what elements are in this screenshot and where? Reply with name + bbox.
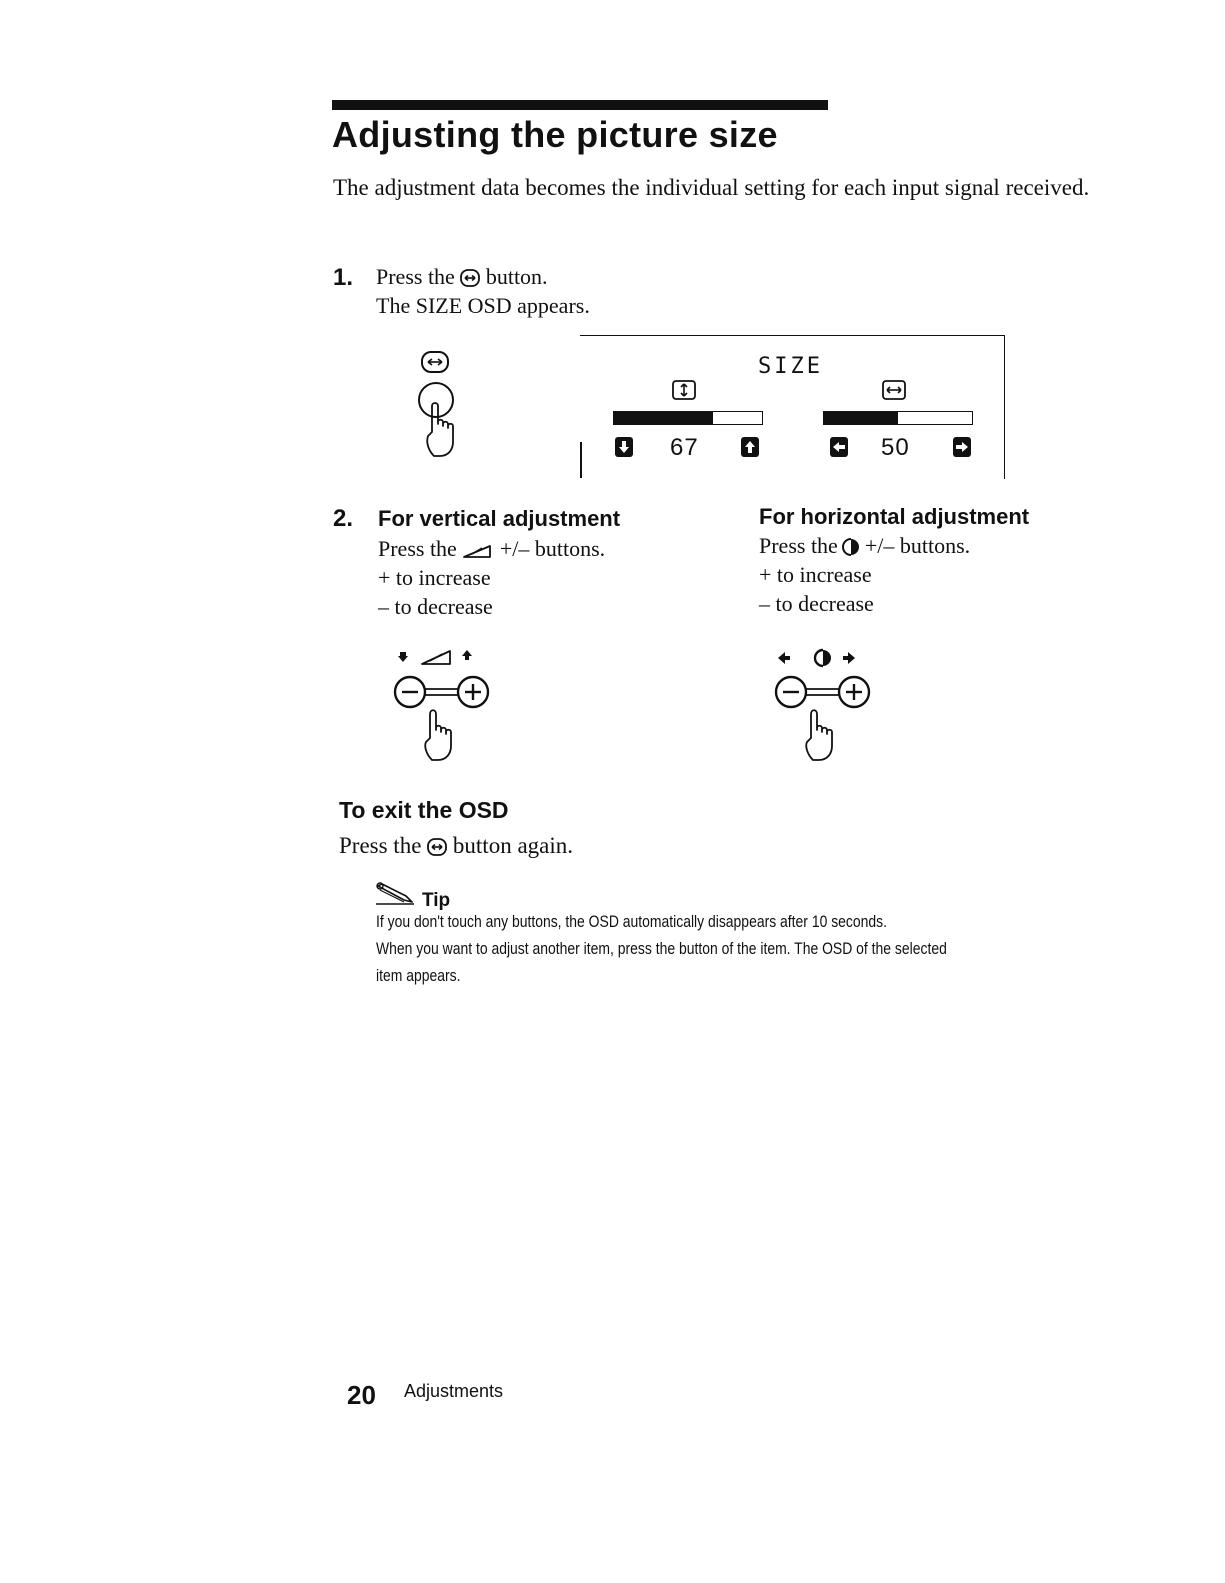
- horizontal-decrease-icon: [830, 437, 848, 457]
- vertical-instruction-before: Press the: [378, 536, 457, 561]
- plus-button-icon: [458, 677, 488, 707]
- vertical-instruction: [378, 534, 605, 563]
- horizontal-size-icon: [882, 380, 906, 400]
- osd-panel-edge: [580, 442, 582, 478]
- horizontal-size-icon: [843, 538, 859, 556]
- exit-osd-instruction: [339, 831, 573, 860]
- size-button-icon: [427, 838, 447, 856]
- minus-button-icon: [776, 677, 806, 707]
- increase-arrow-icon: [843, 652, 855, 664]
- vertical-size-icon: [422, 651, 450, 664]
- horizontal-increase-icon: [953, 437, 971, 457]
- vertical-minus-text: – to decrease: [378, 594, 493, 619]
- minus-button-icon: [395, 677, 425, 707]
- tip-line-1: If you don't touch any buttons, the OSD automatically disappears after 10 seconds.: [376, 912, 888, 931]
- tip-line-3: item appears.: [376, 966, 461, 985]
- pointing-hand-icon: [425, 710, 451, 760]
- vertical-increase-icon: [741, 437, 759, 457]
- vertical-plus-text: + to increase: [378, 565, 491, 590]
- exit-osd-heading: To exit the OSD: [339, 797, 509, 823]
- exit-text-after: button again.: [452, 833, 574, 858]
- vertical-decrease-icon: [615, 437, 633, 457]
- horizontal-minus-text: – to decrease: [759, 591, 874, 616]
- vertical-size-icon: [672, 380, 696, 400]
- step-1-line-2: The SIZE OSD appears.: [376, 293, 590, 318]
- step-2-number: 2.: [333, 505, 354, 532]
- plus-button-icon: [839, 677, 869, 707]
- tip-text: [376, 908, 947, 989]
- size-button-icon: [422, 352, 448, 372]
- vertical-size-level-fill: [614, 412, 713, 424]
- horizontal-instruction-before: Press the: [759, 533, 838, 558]
- vertical-size-level-bar: [613, 411, 763, 425]
- horizontal-instruction-after: +/– buttons.: [864, 533, 971, 558]
- horizontal-size-level-fill: [824, 412, 898, 424]
- horizontal-size-value: 50: [881, 434, 910, 461]
- vertical-buttons-illustration: [392, 648, 502, 766]
- vertical-adjustment-heading: For vertical adjustment: [378, 506, 621, 531]
- intro-paragraph: The adjustment data becomes the individual setting for each input signal received.: [333, 175, 1090, 200]
- tip-label: Tip: [422, 890, 451, 911]
- section-name: Adjustments: [404, 1381, 504, 1401]
- horizontal-plus-text: + to increase: [759, 562, 872, 587]
- horizontal-buttons-illustration: [773, 648, 883, 766]
- title-rule: [332, 100, 828, 110]
- pointing-hand-icon: [806, 710, 832, 760]
- vertical-size-icon: [462, 543, 494, 559]
- size-button-icon: [460, 269, 480, 287]
- step-1-number: 1.: [333, 264, 354, 291]
- page-number: 20: [347, 1380, 376, 1410]
- horizontal-instruction: [759, 531, 970, 560]
- decrease-arrow-icon: [398, 652, 408, 662]
- step-1-text-before: Press the: [376, 264, 455, 289]
- size-button-press-illustration: [408, 350, 468, 462]
- vertical-size-value: 67: [670, 434, 699, 461]
- horizontal-size-icon: [815, 650, 831, 666]
- decrease-arrow-icon: [778, 652, 790, 664]
- osd-title: SIZE: [758, 354, 823, 379]
- round-button: [419, 383, 453, 417]
- step-1-line-1: [376, 262, 548, 291]
- page-title: Adjusting the picture size: [332, 114, 778, 155]
- exit-text-before: Press the: [339, 833, 422, 858]
- horizontal-adjustment-heading: For horizontal adjustment: [759, 504, 1030, 529]
- step-1-text-after: button.: [485, 264, 548, 289]
- tip-line-2: When you want to adjust another item, press the button of the item. The OSD of the selected: [376, 939, 947, 958]
- vertical-instruction-after: +/– buttons.: [499, 536, 606, 561]
- increase-arrow-icon: [462, 650, 472, 660]
- horizontal-size-level-bar: [823, 411, 973, 425]
- pencil-tip-icon: [374, 882, 418, 906]
